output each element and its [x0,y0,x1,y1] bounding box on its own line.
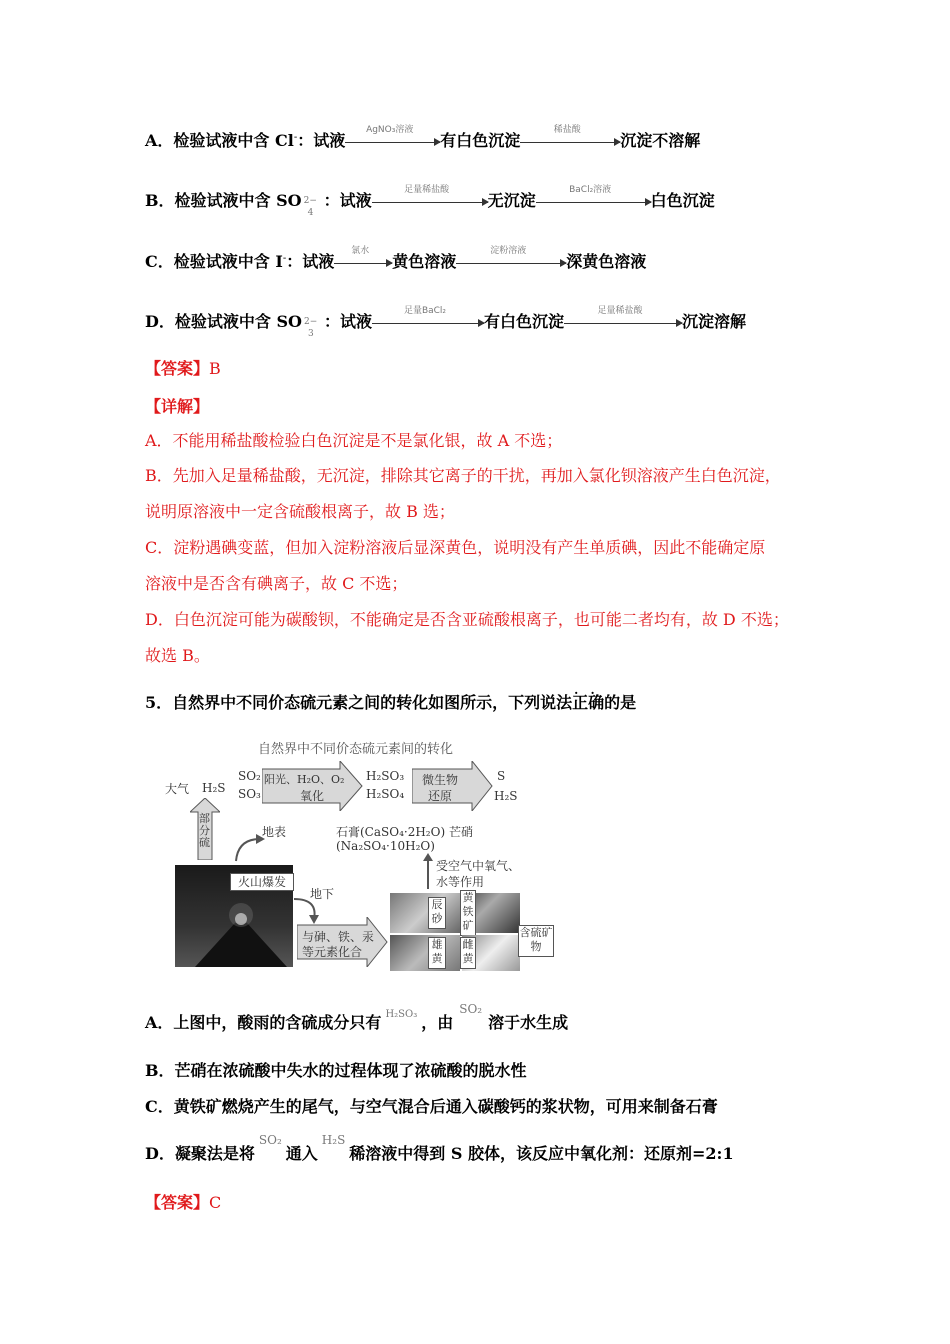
detail-line: B．先加入足量稀盐酸，无沉淀，排除其它离子的干扰，再加入氯化钡溶液产生白色沉淀， [145,466,781,485]
reaction-arrow: AgNO₃溶液 [345,132,440,152]
option-d: D．检验试液中含 SO 2− 3 ：试液 足量BaCl₂ 有白色沉淀 足量稀盐酸 沉淀溶解 [145,305,747,339]
detail-line: A．不能用稀盐酸检验白色沉淀是不是氯化银，故 A 不选； [145,431,563,450]
sulfur-cycle-diagram [160,735,555,975]
reaction-arrow: BaCl₂溶液 [536,192,651,212]
air-label: 水等作用 [436,875,485,889]
reduction-label: 微生物 [422,773,459,787]
sulfur-mineral-label: 含硫矿物 [518,925,554,957]
partial-sulfur-label: 部分硫 [199,812,210,849]
answer-1: 【答案】B [145,359,221,378]
underground-label: 地下 [310,887,335,901]
volcano-label: 火山爆发 [230,873,294,891]
reduction-label: 还原 [428,789,453,803]
mirabilite-label: (Na₂SO₄·10H₂O) [336,839,435,853]
emphasis-text: · · 正确 [572,693,604,712]
detail-line: C．淀粉遇碘变蓝，但加入淀粉溶液后显深黄色，说明没有产生单质碘，因此不能确定原 [145,538,766,557]
reaction-arrow: 淀粉溶液 [456,253,566,273]
answer-2: 【答案】C [145,1193,222,1212]
q5-option-b: B．芒硝在浓硫酸中失水的过程体现了浓硫酸的脱水性 [145,1061,527,1080]
reaction-arrow: 氯水 [334,253,392,273]
up-arrow [422,853,434,889]
q5-option-a: A．上图中，酸雨的含硫成分只有 $^{H_2SO_3}$ ，由$^{SO_2}$溶于水生成 [145,1002,569,1032]
reaction-arrow: 稀盐酸 [520,132,620,152]
diagram-title: 自然界中不同价态硫元素间的转化 [258,742,454,757]
reaction-arrow: 足量稀盐酸 [564,313,682,333]
formula-h2so4: H₂SO₄ [366,787,405,801]
realgar-photo [390,935,460,971]
option-b: B．检验试液中含 SO 2− 4 ：试液 足量稀盐酸 无沉淀 BaCl₂溶液 白色沉淀 [145,184,715,218]
question-5: 5．自然界中不同价态硫元素之间的转化如图所示，下列说法· · 正确的是 [145,692,636,714]
cinnabar-photo [390,893,460,933]
option-c: C．检验试液中含 I-：试液 氯水 黄色溶液 淀粉溶液 深黄色溶液 [145,245,647,271]
formula-h2s: H₂S [202,781,226,795]
detail-line: 故选 B。 [145,646,210,665]
detail-line: 说明原溶液中一定含硫酸根离子，故 B 选； [145,502,455,521]
oxidation-label: 阳光、H₂O、O₂ [264,773,345,786]
detail-line: 溶液中是否含有碘离子，故 C 不选； [145,574,408,593]
pyrite-label: 黄铁矿 [460,890,476,936]
q5-option-c: C．黄铁矿燃烧产生的尾气，与空气混合后通入碳酸钙的浆状物，可用来制备石膏 [145,1097,718,1116]
realgar-label: 雄黄 [428,937,446,969]
combine-label: 与砷、铁、汞 [302,930,375,944]
reaction-arrow: 足量稀盐酸 [372,192,488,212]
combine-label: 等元素化合 [302,945,363,959]
oxidation-label: 氧化 [300,789,325,803]
formula-h2so3: H₂SO₃ [366,769,405,783]
formula-so2: SO₂ [238,769,261,783]
detail-heading: 【详解】 [145,397,210,416]
formula-h2s: H₂S [494,789,518,803]
orpiment-label: 雌黄 [460,937,476,969]
label-atmosphere: 大气 [165,782,190,796]
detail-line: D．白色沉淀可能为碳酸钡，不能确定是否含亚硫酸根离子，也可能二者均有，故 D 不选； [145,610,789,629]
formula-so3: SO₃ [238,787,261,801]
option-a: A．检验试液中含 Cl-：试液 AgNO₃溶液 有白色沉淀 稀盐酸 沉淀不溶解 [145,124,701,150]
air-label: 受空气中氧气、 [436,859,521,873]
curve-arrow [232,833,266,865]
reaction-arrow: 足量BaCl₂ [372,313,484,333]
q5-option-d: D．凝聚法是将$^{SO_2}$通入$^{H_2S}$稀溶液中得到 S 胶体，该反应中氧化剂：还原剂=2:1 [145,1133,734,1163]
gypsum-label: 石膏(CaSO₄·2H₂O) 芒硝 [336,825,473,839]
formula-s: S [497,769,506,783]
cinnabar-label: 辰砂 [428,897,446,929]
surface-label: 地表 [262,825,287,839]
